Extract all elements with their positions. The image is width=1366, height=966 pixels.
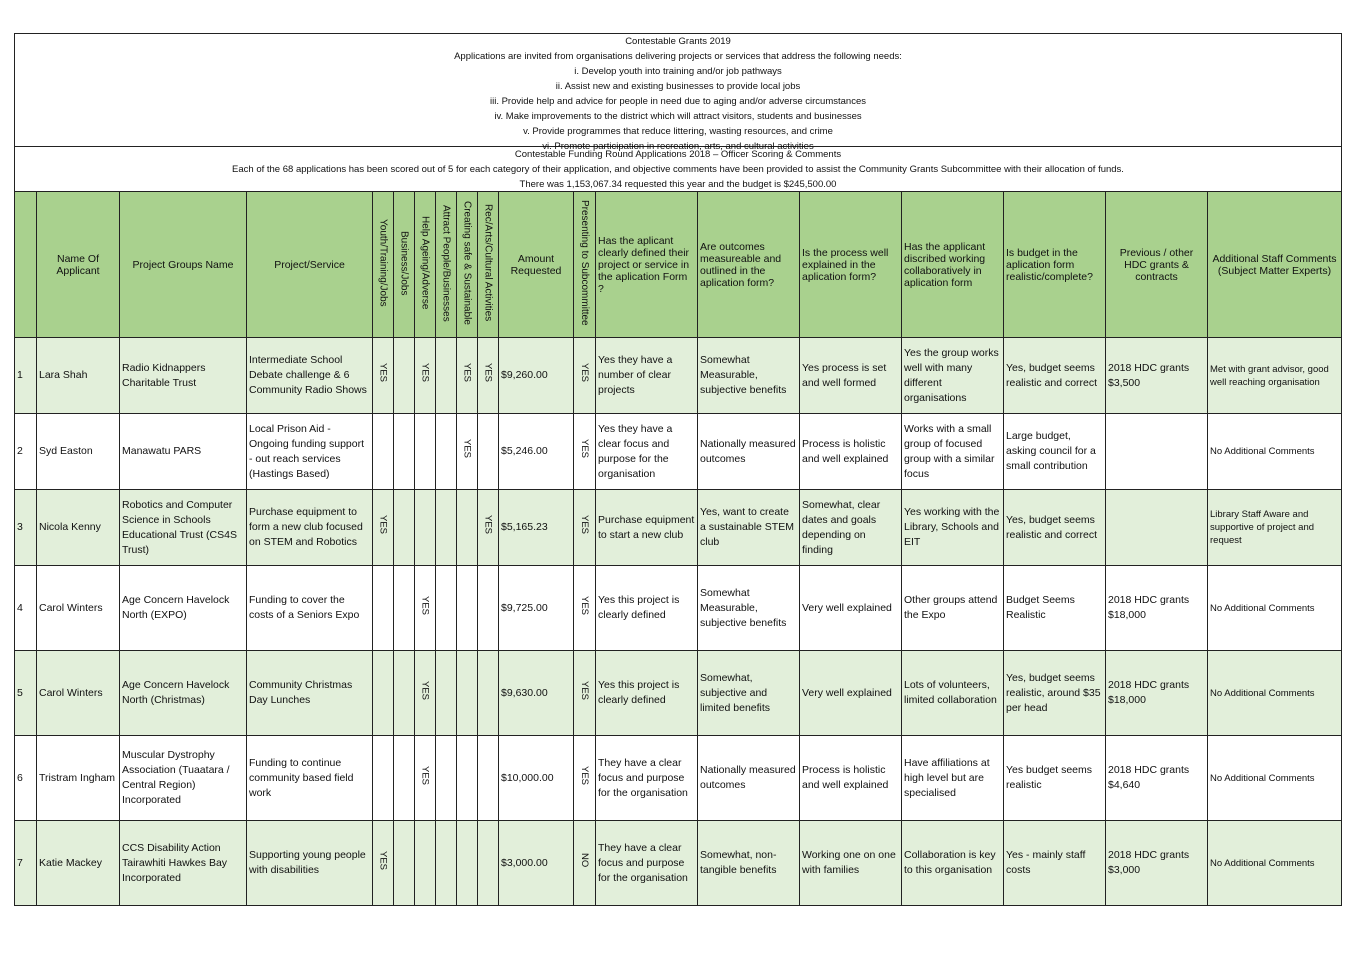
need-item: i. Develop youth into training and/or job pathways: [574, 66, 782, 77]
help-flag: YES: [415, 651, 436, 736]
process-cell: Very well explained: [800, 651, 902, 736]
header-applicant: Name Of Applicant: [37, 192, 120, 338]
amount-requested: $9,630.00: [499, 651, 574, 736]
collab-cell: Other groups attend the Expo: [902, 566, 1004, 651]
summary-line: There was 1,153,067.34 requested this year and the budget is $245,500.00: [519, 179, 837, 190]
collab-cell: Yes the group works well with many different organisations: [902, 338, 1004, 414]
rec-flag: YES: [478, 338, 499, 414]
previous-grants: 2018 HDC grants $3,000: [1106, 821, 1208, 906]
business-flag: [394, 821, 415, 906]
presenting-flag: YES: [574, 651, 596, 736]
help-flag: [415, 821, 436, 906]
table-row: [15, 338, 1342, 414]
staff-comments: Library Staff Aware and supportive of project and request: [1208, 490, 1342, 566]
previous-grants: 2018 HDC grants $4,640: [1106, 736, 1208, 821]
applicant-name: Nicola Kenny: [37, 490, 120, 566]
presenting-flag: YES: [574, 338, 596, 414]
business-flag: [394, 651, 415, 736]
table-row: [15, 736, 1342, 821]
staff-comments: No Additional Comments: [1208, 821, 1342, 906]
attract-flag: [436, 414, 457, 490]
applicant-name: Carol Winters: [37, 566, 120, 651]
defined-cell: Yes this project is clearly defined: [596, 566, 698, 651]
table-row: [15, 821, 1342, 906]
presenting-flag: YES: [574, 566, 596, 651]
outcomes-cell: Somewhat Measurable, subjective benefits: [698, 338, 800, 414]
header-number: [15, 192, 37, 338]
youth-flag: [373, 736, 394, 821]
row-number: 3: [15, 490, 37, 566]
table-row: [15, 414, 1342, 490]
defined-cell: They have a clear focus and purpose for the organisation: [596, 821, 698, 906]
safe-flag: YES: [457, 338, 478, 414]
outcomes-cell: Nationally measured outcomes: [698, 414, 800, 490]
defined-cell: Yes this project is clearly defined: [596, 651, 698, 736]
help-flag: [415, 490, 436, 566]
staff-comments: No Additional Comments: [1208, 736, 1342, 821]
process-cell: Very well explained: [800, 566, 902, 651]
table-header-row: [15, 192, 1342, 338]
budget-cell: Yes, budget seems realistic and correct: [1004, 338, 1106, 414]
rec-flag: [478, 414, 499, 490]
process-cell: Process is holistic and well explained: [800, 736, 902, 821]
rec-flag: [478, 821, 499, 906]
summary-box: [14, 146, 1342, 191]
applicant-name: Katie Mackey: [37, 821, 120, 906]
presenting-flag: YES: [574, 736, 596, 821]
youth-flag: [373, 414, 394, 490]
header-group: Project Groups Name: [120, 192, 247, 338]
need-item: iv. Make improvements to the district which will attract visitors, students and businesses: [494, 111, 862, 122]
process-cell: Somewhat, clear dates and goals depending on finding: [800, 490, 902, 566]
youth-flag: YES: [373, 338, 394, 414]
header-collab: Has the applicant discribed working collaboratively in aplication form: [902, 192, 1004, 338]
amount-requested: $3,000.00: [499, 821, 574, 906]
row-number: 6: [15, 736, 37, 821]
process-cell: Yes process is set and well formed: [800, 338, 902, 414]
amount-requested: $9,260.00: [499, 338, 574, 414]
project-service: Funding to cover the costs of a Seniors Expo: [247, 566, 373, 651]
applications-table: [14, 191, 1342, 906]
header-help: Help Ageing/Adverse: [415, 192, 436, 338]
applicant-name: Syd Easton: [37, 414, 120, 490]
staff-comments: No Additional Comments: [1208, 566, 1342, 651]
safe-flag: [457, 821, 478, 906]
attract-flag: [436, 566, 457, 651]
group-name: Robotics and Computer Science in Schools Educational Trust (CS4S Trust): [120, 490, 247, 566]
project-service: Local Prison Aid - Ongoing funding support - out reach services (Hastings Based): [247, 414, 373, 490]
previous-grants: [1106, 490, 1208, 566]
presenting-flag: YES: [574, 414, 596, 490]
defined-cell: Purchase equipment to start a new club: [596, 490, 698, 566]
header-previous: Previous / other HDC grants & contracts: [1106, 192, 1208, 338]
youth-flag: YES: [373, 821, 394, 906]
project-service: Supporting young people with disabilities: [247, 821, 373, 906]
header-outcomes: Are outcomes measureable and outlined in the aplication form?: [698, 192, 800, 338]
applicant-name: Carol Winters: [37, 651, 120, 736]
budget-cell: Budget Seems Realistic: [1004, 566, 1106, 651]
defined-cell: Yes they have a number of clear projects: [596, 338, 698, 414]
group-name: Manawatu PARS: [120, 414, 247, 490]
table-row: [15, 490, 1342, 566]
help-flag: YES: [415, 566, 436, 651]
intro-title: Contestable Grants 2019: [625, 36, 731, 47]
header-process: Is the process well explained in the aplication form?: [800, 192, 902, 338]
business-flag: [394, 490, 415, 566]
header-rec: Rec/Arts/Cultural Activities: [478, 192, 499, 338]
header-business: Business/Jobs: [394, 192, 415, 338]
amount-requested: $10,000.00: [499, 736, 574, 821]
safe-flag: [457, 651, 478, 736]
header-attract: Attract People/Businesses: [436, 192, 457, 338]
defined-cell: Yes they have a clear focus and purpose for the organisation: [596, 414, 698, 490]
staff-comments: No Additional Comments: [1208, 414, 1342, 490]
group-name: CCS Disability Action Tairawhiti Hawkes Bay Incorporated: [120, 821, 247, 906]
budget-cell: Yes, budget seems realistic, around $35 per head: [1004, 651, 1106, 736]
project-service: Funding to continue community based field work: [247, 736, 373, 821]
previous-grants: 2018 HDC grants $3,500: [1106, 338, 1208, 414]
business-flag: [394, 338, 415, 414]
row-number: 7: [15, 821, 37, 906]
header-comments: Additional Staff Comments (Subject Matter Experts): [1208, 192, 1342, 338]
budget-cell: Yes budget seems realistic: [1004, 736, 1106, 821]
summary-title: Contestable Funding Round Applications 2018 – Officer Scoring & Comments: [514, 149, 842, 160]
rec-flag: [478, 566, 499, 651]
help-flag: YES: [415, 736, 436, 821]
presenting-flag: NO: [574, 821, 596, 906]
collab-cell: Have affiliations at high level but are specialised: [902, 736, 1004, 821]
youth-flag: [373, 566, 394, 651]
attract-flag: [436, 338, 457, 414]
staff-comments: No Additional Comments: [1208, 651, 1342, 736]
safe-flag: YES: [457, 414, 478, 490]
outcomes-cell: Nationally measured outcomes: [698, 736, 800, 821]
previous-grants: [1106, 414, 1208, 490]
applicant-name: Tristram Ingham: [37, 736, 120, 821]
staff-comments: Met with grant advisor, good well reaching organisation: [1208, 338, 1342, 414]
amount-requested: $5,246.00: [499, 414, 574, 490]
youth-flag: [373, 651, 394, 736]
row-number: 2: [15, 414, 37, 490]
header-youth: Youth/Training/Jobs: [373, 192, 394, 338]
amount-requested: $5,165.23: [499, 490, 574, 566]
collab-cell: Works with a small group of focused group with a similar focus: [902, 414, 1004, 490]
row-number: 1: [15, 338, 37, 414]
rec-flag: [478, 736, 499, 821]
safe-flag: [457, 736, 478, 821]
need-item: ii. Assist new and existing businesses to provide local jobs: [555, 81, 801, 92]
intro-box: [14, 33, 1342, 152]
project-service: Purchase equipment to form a new club focused on STEM and Robotics: [247, 490, 373, 566]
budget-cell: Large budget, asking council for a small contribution: [1004, 414, 1106, 490]
table-row: [15, 566, 1342, 651]
youth-flag: YES: [373, 490, 394, 566]
defined-cell: They have a clear focus and purpose for the organisation: [596, 736, 698, 821]
header-presenting: Presenting to Subcommittee: [574, 192, 596, 338]
header-amount: Amount Requested: [499, 192, 574, 338]
project-service: Intermediate School Debate challenge & 6 Community Radio Shows: [247, 338, 373, 414]
group-name: Age Concern Havelock North (EXPO): [120, 566, 247, 651]
collab-cell: Yes working with the Library, Schools and EIT: [902, 490, 1004, 566]
row-number: 4: [15, 566, 37, 651]
previous-grants: 2018 HDC grants $18,000: [1106, 651, 1208, 736]
collab-cell: Lots of volunteers, limited collaboration: [902, 651, 1004, 736]
business-flag: [394, 736, 415, 821]
budget-cell: Yes, budget seems realistic and correct: [1004, 490, 1106, 566]
attract-flag: [436, 821, 457, 906]
need-item: iii. Provide help and advice for people in need due to aging and/or adverse circumstances: [489, 96, 866, 107]
outcomes-cell: Somewhat, non-tangible benefits: [698, 821, 800, 906]
table-row: [15, 651, 1342, 736]
safe-flag: [457, 566, 478, 651]
grants-sheet: [14, 33, 1342, 906]
intro-lead: Applications are invited from organisations delivering projects or services that address the following needs:: [454, 51, 902, 62]
group-name: Radio Kidnappers Charitable Trust: [120, 338, 247, 414]
safe-flag: [457, 490, 478, 566]
row-number: 5: [15, 651, 37, 736]
need-item: v. Provide programmes that reduce littering, wasting resources, and crime: [523, 126, 833, 137]
attract-flag: [436, 651, 457, 736]
budget-cell: Yes - mainly staff costs: [1004, 821, 1106, 906]
collab-cell: Collaboration is key to this organisation: [902, 821, 1004, 906]
attract-flag: [436, 490, 457, 566]
header-project: Project/Service: [247, 192, 373, 338]
amount-requested: $9,725.00: [499, 566, 574, 651]
rec-flag: YES: [478, 490, 499, 566]
attract-flag: [436, 736, 457, 821]
outcomes-cell: Somewhat, subjective and limited benefits: [698, 651, 800, 736]
header-defined: Has the aplicant clearly defined their project or service in the aplication Form ?: [596, 192, 698, 338]
group-name: Muscular Dystrophy Association (Tuaatara / Central Region) Incorporated: [120, 736, 247, 821]
rec-flag: [478, 651, 499, 736]
header-budget: Is budget in the aplication form realistic/complete?: [1004, 192, 1106, 338]
help-flag: YES: [415, 338, 436, 414]
summary-line: Each of the 68 applications has been scored out of 5 for each category of their application, and objective comments have been provided to assist the Community Grants Subcommittee with their allocation of funds.: [232, 164, 1124, 175]
process-cell: Working one on one with families: [800, 821, 902, 906]
previous-grants: 2018 HDC grants $18,000: [1106, 566, 1208, 651]
outcomes-cell: Yes, want to create a sustainable STEM club: [698, 490, 800, 566]
business-flag: [394, 566, 415, 651]
process-cell: Process is holistic and well explained: [800, 414, 902, 490]
presenting-flag: YES: [574, 490, 596, 566]
group-name: Age Concern Havelock North (Christmas): [120, 651, 247, 736]
project-service: Community Christmas Day Lunches: [247, 651, 373, 736]
need-item: vi. Promote participation in recreation, arts, and cultural activities: [542, 141, 814, 152]
header-safe: Creating safe & Sustainable: [457, 192, 478, 338]
business-flag: [394, 414, 415, 490]
help-flag: [415, 414, 436, 490]
applicant-name: Lara Shah: [37, 338, 120, 414]
outcomes-cell: Somewhat Measurable, subjective benefits: [698, 566, 800, 651]
